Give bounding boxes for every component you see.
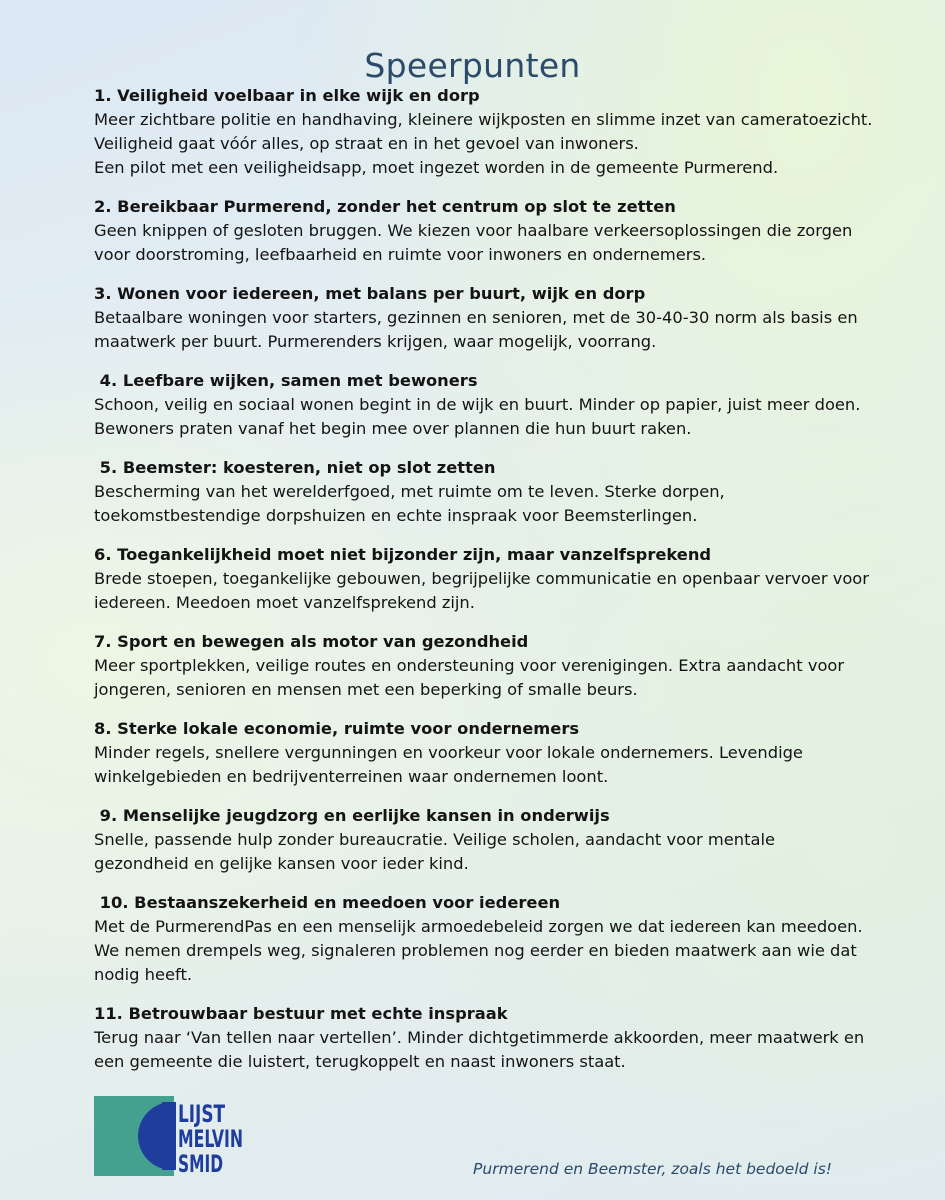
page-title: Speerpunten [364,46,581,86]
speerpunt-text-line: jongeren, senioren en mensen met een beperking of smalle beurs. [94,680,638,699]
speerpunt-heading: 9. Menselijke jeugdzorg en eerlijke kansen in onderwijs [94,806,610,825]
speerpunt-item [94,195,894,267]
speerpunt-text-line: Terug naar ‘Van tellen naar vertellen’. Minder dichtgetimmerde akkoorden, meer maatwerk en [94,1028,865,1047]
speerpunt-text-line: Met de PurmerendPas en een menselijk armoedebeleid zorgen we dat iedereen kan meedoen. [94,917,863,936]
speerpunt-text-line: iedereen. Meedoen moet vanzelfsprekend zijn. [94,593,475,612]
tagline: Purmerend en Beemster, zoals het bedoeld is! [473,1160,832,1178]
speerpunt-item [94,630,894,702]
speerpunt-heading: 8. Sterke lokale economie, ruimte voor ondernemers [94,719,580,738]
speerpunt-item [94,369,894,441]
speerpunt-text-line: We nemen drempels weg, signaleren problemen nog eerder en bieden maatwerk aan wie dat [94,941,857,960]
speerpunt-item [94,1002,894,1074]
speerpunt-text-line: maatwerk per buurt. Purmerenders krijgen, waar mogelijk, voorrang. [94,332,657,351]
speerpunt-heading: 5. Beemster: koesteren, niet op slot zetten [94,458,496,477]
speerpunten-list [94,84,894,1089]
party-logo [94,1096,245,1176]
speerpunt-text-line: voor doorstroming, leefbaarheid en ruimte voor inwoners en ondernemers. [94,245,707,264]
speerpunt-text-line: Bewoners praten vanaf het begin mee over plannen die hun buurt raken. [94,419,692,438]
speerpunt-heading: 7. Sport en bewegen als motor van gezondheid [94,632,529,651]
speerpunt-item [94,717,894,789]
speerpunt-item [94,543,894,615]
speerpunt-text-line: Veiligheid gaat vóór alles, op straat en in het gevoel van inwoners. [94,134,639,153]
logo-text-line-3: SMID [178,1150,223,1178]
speerpunt-text-line: Meer zichtbare politie en handhaving, kleinere wijkposten en slimme inzet van cameratoezicht. [94,110,873,129]
speerpunt-text-line: een gemeente die luistert, terugkoppelt en naast inwoners staat. [94,1052,626,1071]
speerpunt-text-line: Meer sportplekken, veilige routes en ondersteuning voor verenigingen. Extra aandacht voor [94,656,845,675]
speerpunt-item [94,282,894,354]
speerpunt-heading: 2. Bereikbaar Purmerend, zonder het centrum op slot te zetten [94,197,676,216]
speerpunt-text-line: winkelgebieden en bedrijventerreinen waar ondernemen loont. [94,767,609,786]
speerpunt-item [94,84,894,180]
speerpunt-text-line: Betaalbare woningen voor starters, gezinnen en senioren, met de 30-40-30 norm als basis en [94,308,858,327]
speerpunt-heading: 3. Wonen voor iedereen, met balans per buurt, wijk en dorp [94,284,646,303]
speerpunt-text-line: Schoon, veilig en sociaal wonen begint in de wijk en buurt. Minder op papier, juist meer doen. [94,395,861,414]
speerpunt-text-line: Snelle, passende hulp zonder bureaucratie. Veilige scholen, aandacht voor mentale [94,830,775,849]
speerpunt-heading: 6. Toegankelijkheid moet niet bijzonder zijn, maar vanzelfsprekend [94,545,712,564]
speerpunt-text-line: gezondheid en gelijke kansen voor ieder kind. [94,854,469,873]
speerpunt-text-line: Brede stoepen, toegankelijke gebouwen, begrijpelijke communicatie en openbaar vervoer voor [94,569,869,588]
speerpunt-item [94,891,894,987]
speerpunt-heading: 10. Bestaanszekerheid en meedoen voor iedereen [94,893,561,912]
logo-graphic [94,1096,245,1176]
speerpunt-text-line: Bescherming van het werelderfgoed, met ruimte om te leven. Sterke dorpen, [94,482,725,501]
speerpunt-heading: 1. Veiligheid voelbaar in elke wijk en dorp [94,86,480,105]
speerpunt-text-line: nodig heeft. [94,965,193,984]
speerpunt-item [94,456,894,528]
speerpunt-heading: 4. Leefbare wijken, samen met bewoners [94,371,478,390]
speerpunt-text-line: toekomstbestendige dorpshuizen en echte inspraak voor Beemsterlingen. [94,506,698,525]
speerpunt-text-line: Minder regels, snellere vergunningen en voorkeur voor lokale ondernemers. Levendige [94,743,803,762]
speerpunt-item [94,804,894,876]
speerpunt-text-line: Geen knippen of gesloten bruggen. We kiezen voor haalbare verkeersoplossingen die zorgen [94,221,853,240]
logo-text-line-2: MELVIN [178,1125,243,1153]
speerpunt-heading: 11. Betrouwbaar bestuur met echte inspraak [94,1004,508,1023]
speerpunt-text-line: Een pilot met een veiligheidsapp, moet ingezet worden in de gemeente Purmerend. [94,158,779,177]
logo-text-line-1: LIJST [178,1100,226,1128]
